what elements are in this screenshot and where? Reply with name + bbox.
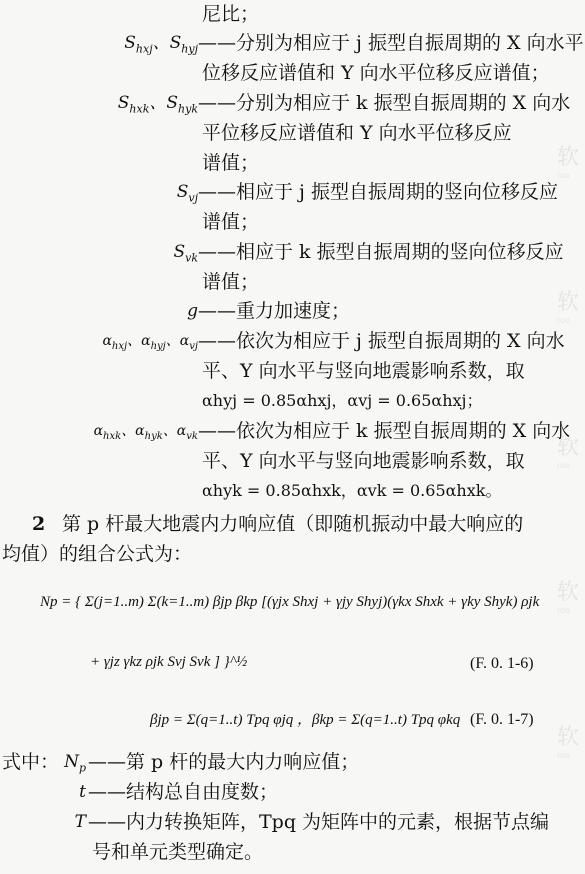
symbol-label: $S_{hxj}$、$S_{hyj}$	[124, 33, 198, 56]
paragraph-number: 2	[32, 513, 46, 535]
symbol-label: t	[79, 782, 86, 802]
symbol-label: $\alpha_{hxk}$、$\alpha_{hyk}$、$\alpha_{vk}$	[93, 423, 198, 442]
watermark: 软 roo	[557, 725, 580, 760]
text-line: ——重力加速度；	[198, 300, 351, 322]
text-line: ——分别为相应于 k 振型自振周期的 X 向水	[198, 92, 571, 114]
symbol-label: $S_{vj}$	[176, 182, 198, 205]
text-line: αhyk = 0.85αhxk，αvk = 0.65αhxk。	[202, 481, 502, 500]
text-line: 式中：	[2, 751, 60, 773]
text-line: ——内力转换矩阵，Tpq 为矩阵中的元素，根据节点编	[88, 811, 550, 833]
text-line: 第 p 杆最大地震内力响应值（即随机振动中最大响应的	[62, 513, 524, 535]
equation-number: (F. 0. 1-6)	[470, 655, 534, 672]
equation-line: βjp = Σ(q=1..t) Tpq φjq ，βkp = Σ(q=1..t) Tpq φkq	[150, 712, 461, 728]
text-line: 谱值；	[202, 271, 260, 293]
text-line: ——第 p 杆的最大内力响应值；	[88, 751, 360, 773]
text-line: 尼比；	[202, 3, 260, 25]
watermark: 软 roo	[557, 145, 580, 180]
watermark: 软 roo	[557, 435, 580, 470]
symbol-label: g	[187, 301, 198, 321]
text-line: αhyj = 0.85αhxj，αvj = 0.65αhxj；	[202, 391, 483, 410]
text-line: ——相应于 j 振型自振周期的竖向位移反应	[198, 181, 558, 203]
symbol-label: $S_{hxk}$、$S_{hyk}$	[117, 93, 198, 116]
symbol-label: $S_{vk}$	[173, 242, 198, 265]
symbol-label: $\alpha_{hxj}$、$\alpha_{hyj}$、$\alpha_{vj}$	[102, 333, 198, 352]
watermark: 软 roo	[557, 580, 580, 615]
equation-number: (F. 0. 1-7)	[470, 711, 534, 728]
text-line: 谱值；	[202, 152, 260, 174]
equation-line: Np = { Σ(j=1..m) Σ(k=1..m) βjp βkp [(γjx Shxj + γjy Shyj)(γkx Shxk + γky Shyk) ρjk	[40, 594, 540, 610]
text-line: ——依次为相应于 j 振型自振周期的 X 向水	[198, 330, 565, 352]
text-line: ——分别为相应于 j 振型自振周期的 X 向水平	[198, 32, 584, 54]
watermark: 软 roo	[557, 290, 580, 325]
text-line: ——依次为相应于 k 振型自振周期的 X 向水	[198, 420, 571, 442]
text-line: 位移反应谱值和 Y 向水平位移反应谱值；	[202, 62, 550, 84]
text-line: 平位移反应谱值和 Y 向水平位移反应	[202, 122, 512, 144]
text-line: 谱值；	[202, 211, 260, 233]
text-line: 均值）的组合公式为：	[2, 543, 193, 565]
text-line: 号和单元类型确定。	[92, 841, 264, 863]
text-line: 平、Y 向水平与竖向地震影响系数，取	[202, 450, 525, 472]
symbol-label: $N_p$	[64, 752, 86, 775]
equation-line: + γjz γkz ρjk Svj Svk ] }^½	[90, 654, 248, 670]
text-line: ——结构总自由度数；	[88, 781, 279, 803]
text-line: 平、Y 向水平与竖向地震影响系数，取	[202, 360, 525, 382]
symbol-label: T	[74, 812, 86, 832]
text-line: ——相应于 k 振型自振周期的竖向位移反应	[198, 241, 564, 263]
